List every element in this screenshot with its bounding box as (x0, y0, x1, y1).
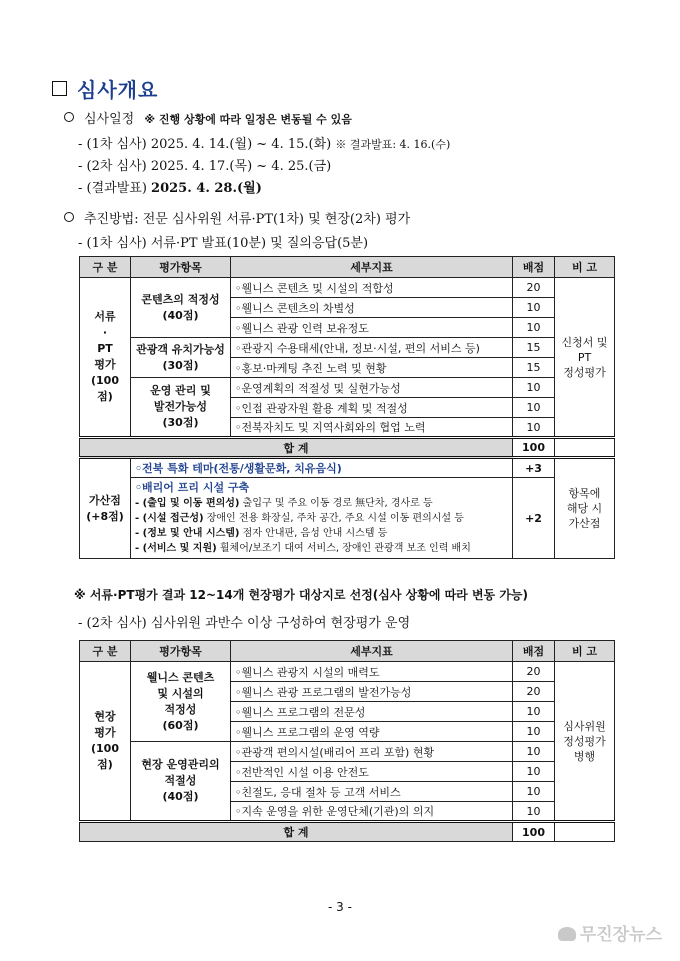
method-heading: 추진방법: 전문 심사위원 서류·PT(1차) 및 현장(2차) 평가 (64, 208, 410, 227)
watermark: 무진장뉴스 (558, 920, 662, 945)
selection-note: ※ 서류·PT평가 결과 12~14개 현장평가 대상지로 선정(심사 상황에 따라 변동 가능) (74, 588, 528, 602)
table-row: ◦전반적인 시설 이용 안전도 10 (80, 762, 615, 782)
table-row: ◦홍보·마케팅 추진 노력 및 현황 15 (80, 358, 615, 378)
table-row: ◦웰니스 관광 프로그램의 발전가능성 20 (80, 682, 615, 702)
bonus-row: 가산점 (+8점) ◦전북 특화 테마(전통/생활문화, 치유음식) +3 항목에 해당 시 가산점 (80, 458, 615, 478)
barrier-item: - (서비스 및 지원) 휠체어/보조기 대여 서비스, 장애인 관광객 보조 인력 배치 (135, 543, 471, 554)
evaluation-table-1 (79, 256, 615, 559)
schedule-item-3: - (결과발표) 2025. 4. 28.(월) (78, 181, 262, 196)
bonus-row: ◦배리어 프리 시설 구축 - (출입 및 이동 편의성) 출입구 및 주요 이동 경로 無단차, 경사로 등 - (시설 접근성) 장애인 전용 화장실, 주차 공간, 주요 시설 이동 편의시설 등 - (정보 및 안내 시스템) 점자 안내판, 음성 안내 시스템 등 - (서비스 및 지원) 휠체어/보조기 대여 서비스, 장애인 관광객 보조 인력 배치 +2 (80, 478, 615, 559)
circle-bullet-icon (64, 112, 74, 122)
table-header-row: 구 분 평가항목 세부지표 배점 비 고 (80, 641, 615, 662)
schedule-item-1: - (1차 심사) 2025. 4. 14.(월) ~ 4. 15.(화) ※ 결과발표: 4. 16.(수) (78, 137, 451, 152)
table-row: ◦웰니스 프로그램의 운영 역량 10 (80, 722, 615, 742)
table-row: 서류 · PT 평가 (100점) 콘텐츠의 적정성 (40점) ◦웰니스 콘텐츠 및 시설의 적합성 20 신청서 및 PT 정성평가 (80, 278, 615, 298)
evaluation-table-2 (79, 640, 615, 842)
circle-bullet-icon (64, 212, 74, 222)
table-row: ◦친절도, 응대 절차 등 고객 서비스 10 (80, 782, 615, 802)
table-row: 관광객 유치가능성 (30점) ◦관광지 수용태세(안내, 정보·시설, 편의 서비스 등) 15 (80, 338, 615, 358)
total-row: 합 계 100 (80, 822, 615, 842)
table-row: ◦웰니스 콘텐츠의 차별성 10 (80, 298, 615, 318)
table-row: ◦인접 관광자원 활용 계획 및 적절성 10 (80, 398, 615, 418)
first-stage-line: - (1차 심사) 서류·PT 발표(10분) 및 질의응답(5분) (78, 236, 369, 251)
table-row: ◦웰니스 관광 인력 보유정도 10 (80, 318, 615, 338)
table-header-row: 구 분 평가항목 세부지표 배점 비 고 (80, 257, 615, 278)
schedule-heading: 심사일정 ※ 진행 상황에 따라 일정은 변동될 수 있음 (64, 108, 352, 127)
table-row: ◦지속 운영을 위한 운영단체(기관)의 의지 10 (80, 802, 615, 822)
barrier-item: - (정보 및 안내 시스템) 점자 안내판, 음성 안내 시스템 등 (135, 528, 388, 539)
page-number: - 3 - (328, 900, 352, 914)
table-row: ◦웰니스 프로그램의 전문성 10 (80, 702, 615, 722)
schedule-item-2: - (2차 심사) 2025. 4. 17.(목) ~ 4. 25.(금) (78, 159, 332, 174)
second-stage-line: - (2차 심사) 심사위원 과반수 이상 구성하여 현장평가 운영 (78, 616, 411, 631)
table-row: 현장 평가 (100점) 웰니스 콘텐츠 및 시설의 적정성 (60점) ◦웰니스 관광지 시설의 매력도 20 심사위원 정성평가 병행 (80, 662, 615, 682)
barrier-item: - (출입 및 이동 편의성) 출입구 및 주요 이동 경로 無단차, 경사로 등 (135, 498, 433, 509)
square-bullet-icon (52, 81, 67, 96)
table-row: ◦전북자치도 및 지역사회와의 협업 노력 10 (80, 418, 615, 438)
total-row: 합 계 100 (80, 438, 615, 458)
table-row: 운영 관리 및 발전가능성 (30점) ◦운영계획의 적절성 및 실현가능성 10 (80, 378, 615, 398)
section-title: 심사개요 (52, 74, 158, 103)
barrier-item: - (시설 접근성) 장애인 전용 화장실, 주차 공간, 주요 시설 이동 편의시설 등 (135, 513, 464, 524)
table-row: 현장 운영관리의 적절성 (40점) ◦관광객 편의시설(배리어 프리 포함) 현황 10 (80, 742, 615, 762)
news-logo-icon (558, 927, 576, 941)
